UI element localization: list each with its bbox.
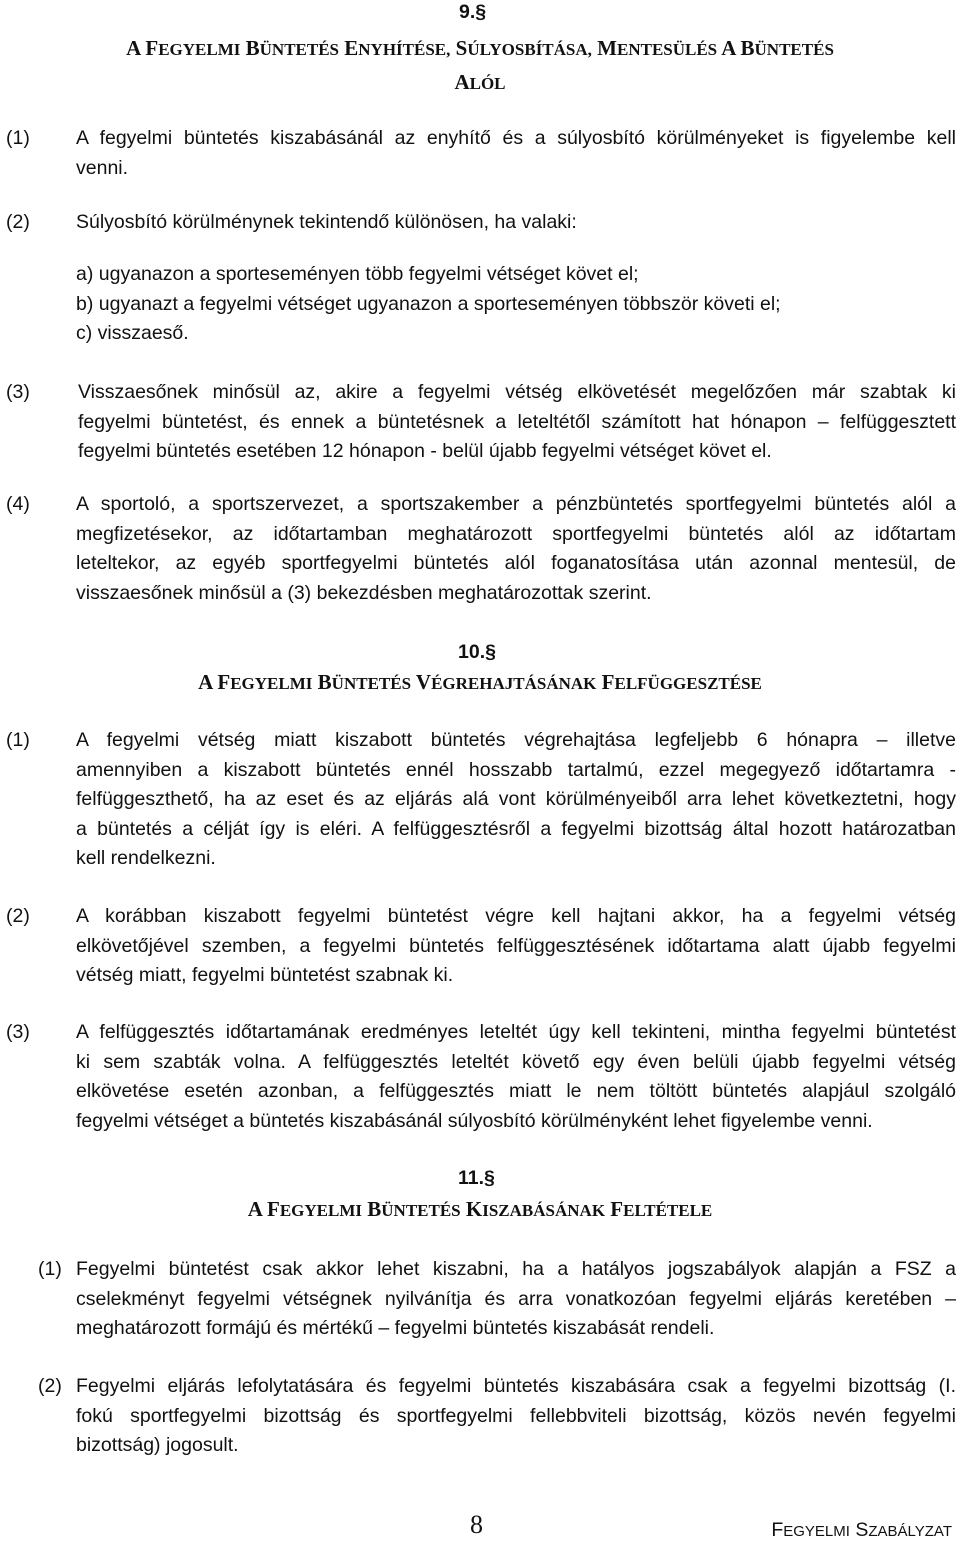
paragraph-label: (1) xyxy=(6,729,30,751)
page-number: 8 xyxy=(470,1510,483,1539)
section-11-number xyxy=(458,1166,495,1190)
list-item: b) ugyanazt a fegyelmi vétséget ugyanazon a sporteseményen többször követi el; xyxy=(76,292,781,315)
section-symbol-icon: § xyxy=(485,641,496,663)
paragraph-line: fegyelmi büntetés esetében 12 hónapon - belül újabb fegyelmi vétséget követ el. xyxy=(78,440,772,462)
paragraph-line: visszaesőnek minősül a (3) bekezdésben meghatározottak szerint. xyxy=(76,581,652,604)
paragraph-label: (4) xyxy=(6,493,30,515)
paragraph-label: (2) xyxy=(38,1375,62,1397)
paragraph-line: cselekményt fegyelmi vétségnek nyilvánítja és arra vonatkozóan fegyelmi eljárás keretében – xyxy=(76,1287,956,1310)
s9-paragraph-1 xyxy=(6,124,956,184)
section-9-number xyxy=(459,0,486,24)
s9-paragraph-4 xyxy=(6,490,956,610)
paragraph-line: bizottság) jogosult. xyxy=(76,1434,239,1456)
section-symbol-icon: § xyxy=(484,1167,495,1189)
paragraph-line: fegyelmi büntetést, és ennek a büntetésnek a leteltétől számított hat hónapon – felfüggesztett xyxy=(78,410,956,433)
section-10-number xyxy=(458,640,496,664)
s11-paragraph-1 xyxy=(38,1255,956,1345)
paragraph-line: leteltekor, az egyéb sportfegyelmi büntetés alól foganatosítása után azonnal mentesül, de xyxy=(76,552,956,574)
running-title-text: FEGYELMI SZABÁLYZAT xyxy=(771,1519,952,1541)
paragraph-line: Súlyosbító körülménynek tekintendő különösen, ha valaki: xyxy=(76,211,577,233)
paragraph-line: ki sem szabták volna. A felfüggesztés leteltét követő egy éven belüli újabb fegyelmi vétség xyxy=(76,1050,956,1073)
paragraph-label: (1) xyxy=(38,1258,62,1280)
section-9-number-text: 9. xyxy=(459,1,476,23)
section-9-title xyxy=(0,32,960,100)
paragraph-line: fokú sportfegyelmi bizottság és sportfegyelmi fellebbviteli bizottság, közös nevén fegyelmi xyxy=(76,1404,956,1427)
paragraph-line: kell rendelkezni. xyxy=(76,847,216,869)
paragraph-line: Fegyelmi eljárás lefolytatására és fegyelmi büntetés kiszabására csak a fegyelmi bizottság (I. xyxy=(76,1375,956,1397)
paragraph-line: A sportoló, a sportszervezet, a sportszakember a pénzbüntetés sportfegyelmi büntetés alól a xyxy=(76,493,956,515)
paragraph-line: vétség miatt, fegyelmi büntetést szabnak ki. xyxy=(76,964,454,986)
paragraph-line: amennyiben a kiszabott büntetés ennél hosszabb tartalmú, ezzel megegyező időtartamra - xyxy=(76,758,956,781)
running-title xyxy=(771,1518,952,1544)
s11-paragraph-2 xyxy=(38,1372,956,1462)
s10-paragraph-3 xyxy=(6,1018,956,1138)
s10-paragraph-1 xyxy=(6,726,956,876)
paragraph-line: venni. xyxy=(76,156,129,179)
paragraph-line: meghatározott formájú és mértékű – fegyelmi büntetés kiszabását rendeli. xyxy=(76,1317,715,1339)
paragraph-label: (3) xyxy=(6,1021,30,1043)
paragraph-label: (2) xyxy=(6,905,30,927)
paragraph-line: A fegyelmi vétség miatt kiszabott büntetés végrehajtása legfeljebb 6 hónapra – illetve xyxy=(76,729,956,751)
paragraph-line: A korábban kiszabott fegyelmi büntetést végre kell hajtani akkor, ha a fegyelmi vétség xyxy=(76,905,956,927)
paragraph-line: a büntetés a célját így is eléri. A felfüggesztésről a fegyelmi bizottság által hozott határozatban xyxy=(76,817,956,840)
section-symbol-icon: § xyxy=(475,1,487,23)
s9-paragraph-2 xyxy=(6,208,956,238)
section-9-title-line: A FEGYELMI BÜNTETÉS ENYHÍTÉSE, SÚLYOSBÍTÁSA, MENTESÜLÉS A BÜNTETÉS xyxy=(126,36,834,60)
paragraph-line: A felfüggesztés időtartamának eredményes leteltét úgy kell tekinteni, mintha fegyelmi büntetést xyxy=(76,1021,956,1043)
s9-p2-list xyxy=(76,260,956,349)
section-11-title xyxy=(0,1193,960,1227)
paragraph-line: fegyelmi vétséget a büntetés kiszabásánál súlyosbító körülményként lehet figyelembe venni. xyxy=(76,1109,873,1132)
paragraph-line: Fegyelmi büntetést csak akkor lehet kiszabni, ha a hatályos jogszabályok alapján a FSZ a xyxy=(76,1258,956,1280)
paragraph-line: megfizetésekor, az időtartamban meghatározott sportfegyelmi büntetés alól az időtartam xyxy=(76,522,956,545)
section-11-number-text: 11. xyxy=(458,1167,485,1189)
paragraph-label: (1) xyxy=(6,127,30,149)
list-item: a) ugyanazon a sporteseményen több fegyelmi vétséget követ el; xyxy=(76,263,639,285)
paragraph-line: elkövetőjével szemben, a fegyelmi büntetés felfüggesztésének időtartama alatt újabb fegyelmi xyxy=(76,934,956,957)
section-10-title-text: A FEGYELMI BÜNTETÉS VÉGREHAJTÁSÁNAK FELFÜGGESZTÉSE xyxy=(198,670,762,694)
section-10-number-text: 10. xyxy=(458,641,486,663)
section-11-title-text: A FEGYELMI BÜNTETÉS KISZABÁSÁNAK FELTÉTELE xyxy=(247,1197,713,1221)
section-9-title-line: ALÓL xyxy=(454,70,506,94)
paragraph-line: Visszaesőnek minősül az, akire a fegyelmi vétség elkövetését megelőzően már szabtak ki xyxy=(78,381,956,403)
section-10-title xyxy=(0,666,960,700)
paragraph-line: felfüggeszthető, ha az eset és az eljárás alá vont körülményeiből arra lehet következtetni, hogy xyxy=(76,788,956,810)
s9-paragraph-3 xyxy=(6,378,956,468)
paragraph-line: A fegyelmi büntetés kiszabásánál az enyhítő és a súlyosbító körülményeket is figyelembe kell xyxy=(76,127,956,149)
list-item: c) visszaeső. xyxy=(76,322,189,344)
paragraph-label: (3) xyxy=(6,381,30,403)
paragraph-line: elkövetése esetén azonban, a felfüggesztés miatt le nem töltött büntetés alapjául szolgáló xyxy=(76,1080,956,1102)
s10-paragraph-2 xyxy=(6,902,956,992)
paragraph-label: (2) xyxy=(6,211,30,233)
